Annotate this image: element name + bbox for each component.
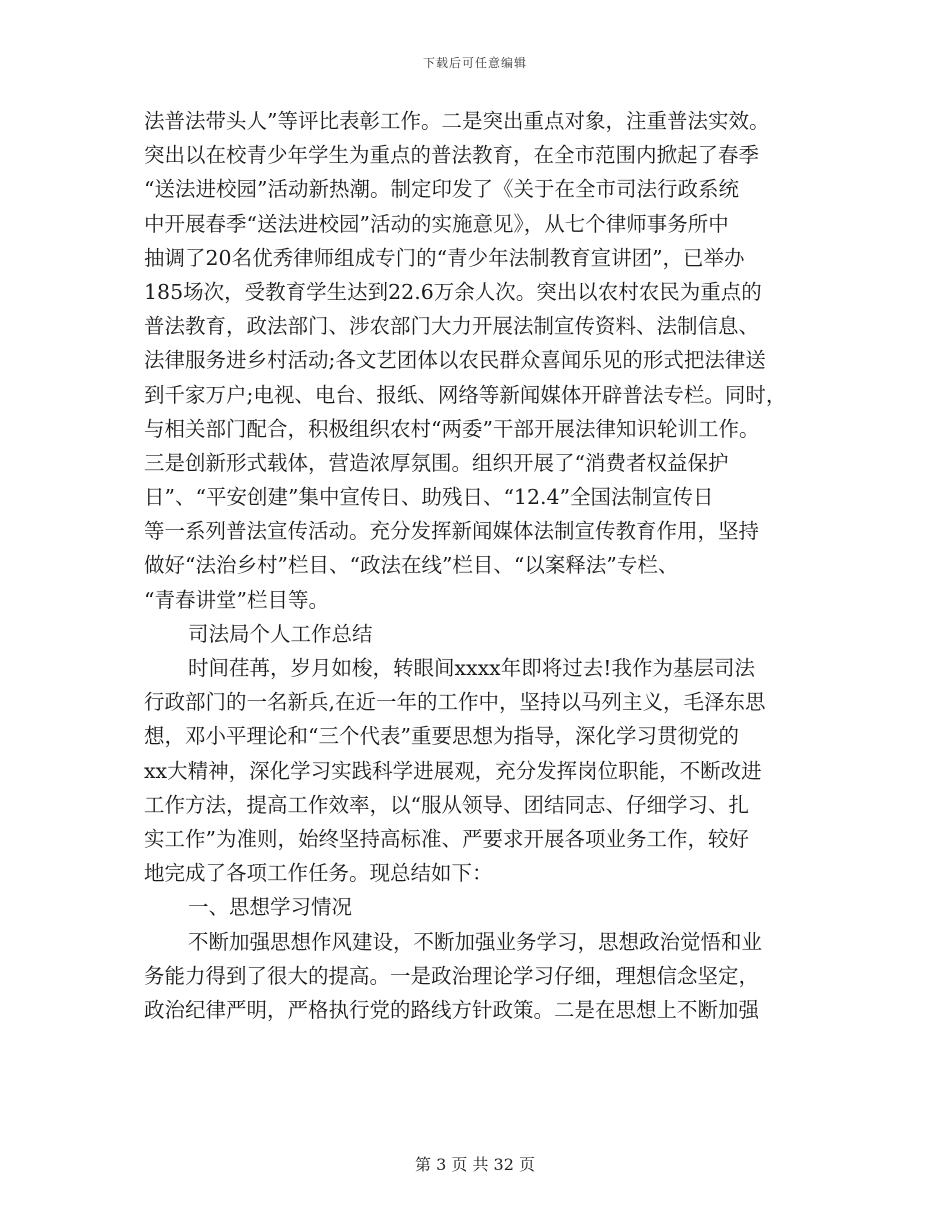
text-line: 法律服务进乡村活动;各文艺团体以农民群众喜闻乐见的形式把法律送 xyxy=(144,348,766,373)
text-line: “送法进校园”活动新热潮。制定印发了《关于在全市司法行政系统 xyxy=(144,177,739,202)
text-line: 185场次，受教育学生达到22.6万余人次。突出以农村农民为重点的 xyxy=(144,279,762,304)
text-line: 到千家万户;电视、电台、报纸、网络等新闻媒体开辟普法专栏。同时， xyxy=(144,382,787,407)
text-line: 中开展春季“送法进校园”活动的实施意见》，从七个律师事务所中 xyxy=(144,211,729,236)
paragraph-first-line: 时间荏苒，岁月如梭，转眼间xxxx年即将过去!我作为基层司法 xyxy=(188,656,755,680)
text-line: 工作方法，提高工作效率，以“服从领导、团结同志、仔细学习、扎 xyxy=(144,792,749,817)
page-header-note: 下载后可任意编辑 xyxy=(422,56,527,70)
section-title: 司法局个人工作总结 xyxy=(188,621,373,646)
text-line: 实工作”为准则，始终坚持高标准、严要求开展各项业务工作，较好 xyxy=(144,826,749,851)
page-number: 第 3 页 共 32 页 xyxy=(415,1155,535,1174)
text-line: 与相关部门配合，积极组织农村“两委”干部开展法律知识轮训工作。 xyxy=(144,416,760,441)
text-line: 行政部门的一名新兵,在近一年的工作中，坚持以马列主义，毛泽东思 xyxy=(144,690,766,715)
text-line: 普法教育，政法部门、涉农部门大力开展法制宣传资料、法制信息、 xyxy=(144,314,759,339)
document-body xyxy=(144,104,824,1027)
text-line: 突出以在校青少年学生为重点的普法教育，在全市范围内掀起了春季 xyxy=(144,143,759,168)
text-line: 三是创新形式载体，营造浓厚氛围。组织开展了“消费者权益保护 xyxy=(144,450,729,475)
text-line: 地完成了各项工作任务。现总结如下： xyxy=(144,861,493,886)
text-line: xx大精神，深化学习实践科学进展观，充分发挥岗位职能，不断改进 xyxy=(144,758,762,783)
text-line: 等一系列普法宣传活动。充分发挥新闻媒体法制宣传教育作用，坚持 xyxy=(144,519,759,544)
text-line: 政治纪律严明，严格执行党的路线方针政策。二是在思想上不断加强 xyxy=(144,997,759,1022)
text-line: 想，邓小平理论和“三个代表”重要思想为指导，深化学习贯彻党的 xyxy=(144,724,739,749)
text-line: 做好“法治乡村”栏目、“政法在线”栏目、“以案释法”专栏、 xyxy=(144,553,679,578)
text-line: 法普法带头人”等评比表彰工作。二是突出重点对象，注重普法实效。 xyxy=(144,109,770,133)
text-line: 日”、“平安创建”集中宣传日、助残日、“12.4”全国法制宣传日 xyxy=(144,485,714,510)
text-line: “青春讲堂”栏目等。 xyxy=(144,587,329,612)
paragraph-first-line: 不断加强思想作风建设，不断加强业务学习，思想政治觉悟和业 xyxy=(188,929,762,954)
section-heading: 一、思想学习情况 xyxy=(188,895,352,920)
text-line: 务能力得到了很大的提高。一是政治理论学习仔细，理想信念坚定， xyxy=(144,963,759,988)
text-line: 抽调了20名优秀律师组成专门的“青少年法制教育宣讲团”，已举办 xyxy=(144,245,745,270)
